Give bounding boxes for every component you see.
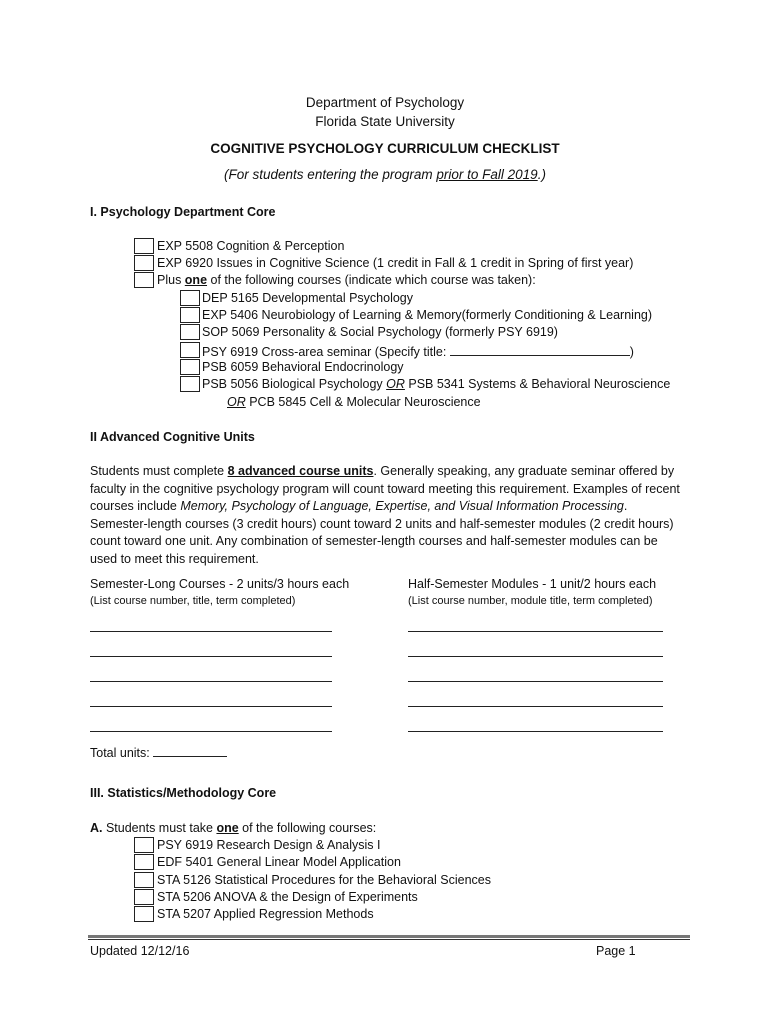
total-units [90, 744, 227, 760]
half-semester-note: (List course number, module title, term completed) [408, 595, 653, 607]
checkbox-exp6920[interactable] [134, 255, 154, 271]
footer-page-number: Page 1 [596, 944, 636, 958]
section1-heading: I. Psychology Department Core [90, 205, 276, 219]
checkbox-sta5206[interactable] [134, 889, 154, 905]
checkbox-sta5126[interactable] [134, 872, 154, 888]
course-dep5165: DEP 5165 Developmental Psychology [202, 291, 414, 305]
semester-course-line-2[interactable] [90, 656, 332, 657]
subtitle-pre: (For students entering the program [224, 167, 437, 182]
or-label-2: OR [227, 395, 246, 409]
page-title: COGNITIVE PSYCHOLOGY CURRICULUM CHECKLIST [210, 141, 560, 156]
plus-pre: Plus [157, 273, 185, 287]
para-units-emph: 8 advanced course units [227, 464, 374, 478]
module-line-4[interactable] [408, 706, 663, 707]
para-mid: . Generally speaking, any graduate seminar offered by faculty in the cognitive psychology program will count toward meeting this requirement. Examples of recent courses include [90, 464, 680, 514]
checkbox-psb5056[interactable] [180, 376, 200, 392]
course-psb5056 [202, 377, 670, 391]
checkbox-sop5069[interactable] [180, 324, 200, 340]
module-line-5[interactable] [408, 731, 663, 732]
page-subtitle [0, 167, 770, 182]
or-label-1: OR [386, 377, 405, 391]
seminar-title-blank[interactable] [450, 343, 630, 356]
course-sop5069: SOP 5069 Personality & Social Psychology (formerly PSY 6919) [202, 325, 558, 339]
plus-one-instruction [157, 273, 536, 287]
half-semester-title: Half-Semester Modules - 1 unit/2 hours each [408, 577, 657, 591]
total-units-blank[interactable] [153, 744, 227, 757]
checkbox-exp5406[interactable] [180, 307, 200, 323]
plus-post: of the following courses (indicate which course was taken): [207, 273, 536, 287]
footer-rule-thin [88, 939, 690, 940]
para-pre: Students must complete [90, 464, 228, 478]
total-units-label: Total units: [90, 746, 154, 760]
module-line-3[interactable] [408, 681, 663, 682]
semester-courses-title: Semester-Long Courses - 2 units/3 hours each [90, 577, 350, 591]
plus-one-emph: one [184, 273, 208, 287]
advanced-units-paragraph [90, 463, 682, 569]
course-sta5207: STA 5207 Applied Regression Methods [157, 907, 374, 921]
course-exp5406: EXP 5406 Neurobiology of Learning & Memory(formerly Conditioning & Learning) [202, 308, 653, 322]
course-exp6920: EXP 6920 Issues in Cognitive Science (1 credit in Fall & 1 credit in Spring of first year) [157, 256, 634, 270]
psb5341-label: PSB 5341 Systems & Behavioral Neuroscience [404, 377, 671, 391]
footer-rule [88, 935, 690, 938]
seminar-close: ) [629, 345, 634, 359]
semester-courses-note: (List course number, title, term completed) [90, 595, 296, 607]
course-edf5401: EDF 5401 General Linear Model Application [157, 855, 401, 869]
course-psy6919-research: PSY 6919 Research Design & Analysis I [157, 838, 381, 852]
module-line-1[interactable] [408, 631, 663, 632]
stats-pre: Students must take [102, 821, 217, 835]
semester-course-line-4[interactable] [90, 706, 332, 707]
university-name: Florida State University [315, 114, 455, 129]
checkbox-exp5508[interactable] [134, 238, 154, 254]
course-sta5206: STA 5206 ANOVA & the Design of Experiments [157, 890, 418, 904]
stats-instruction [90, 821, 376, 835]
stats-a-label: A. [90, 821, 103, 835]
checkbox-dep5165[interactable] [180, 290, 200, 306]
semester-course-line-5[interactable] [90, 731, 332, 732]
seminar-label: PSY 6919 Cross-area seminar (Specify title: [202, 345, 450, 359]
checkbox-psy6919[interactable] [180, 342, 200, 358]
stats-one-emph: one [216, 821, 239, 835]
subtitle-underlined: prior to Fall 2019 [436, 167, 538, 182]
section3-heading: III. Statistics/Methodology Core [90, 786, 277, 800]
course-exp5508: EXP 5508 Cognition & Perception [157, 239, 345, 253]
subtitle-post: .) [537, 167, 546, 182]
checkbox-sta5207[interactable] [134, 906, 154, 922]
checkbox-psy6919-research[interactable] [134, 837, 154, 853]
course-sta5126: STA 5126 Statistical Procedures for the Behavioral Sciences [157, 873, 491, 887]
section2-heading: II Advanced Cognitive Units [90, 430, 255, 444]
checkbox-plus-one[interactable] [134, 272, 154, 288]
checkbox-psb6059[interactable] [180, 359, 200, 375]
module-line-2[interactable] [408, 656, 663, 657]
course-psb6059: PSB 6059 Behavioral Endocrinology [202, 360, 404, 374]
stats-post: of the following courses: [238, 821, 377, 835]
course-psy6919 [202, 343, 634, 359]
pcb5845-label: PCB 5845 Cell & Molecular Neuroscience [245, 395, 481, 409]
department-name: Department of Psychology [305, 95, 465, 110]
para-course-examples: Memory, Psychology of Language, Expertise, and Visual Information Processing [180, 499, 624, 514]
para-post: . Semester-length courses (3 credit hours) count toward 2 units and half-semester modules (2 credit hours) count toward one unit. Any combination of semester-length courses and half-semester modules can be used to meet this requirement. [90, 499, 674, 566]
course-pcb5845 [227, 395, 481, 409]
checkbox-edf5401[interactable] [134, 854, 154, 870]
psb5056-label: PSB 5056 Biological Psychology [202, 377, 387, 391]
semester-course-line-1[interactable] [90, 631, 332, 632]
semester-course-line-3[interactable] [90, 681, 332, 682]
footer-updated: Updated 12/12/16 [90, 944, 190, 958]
